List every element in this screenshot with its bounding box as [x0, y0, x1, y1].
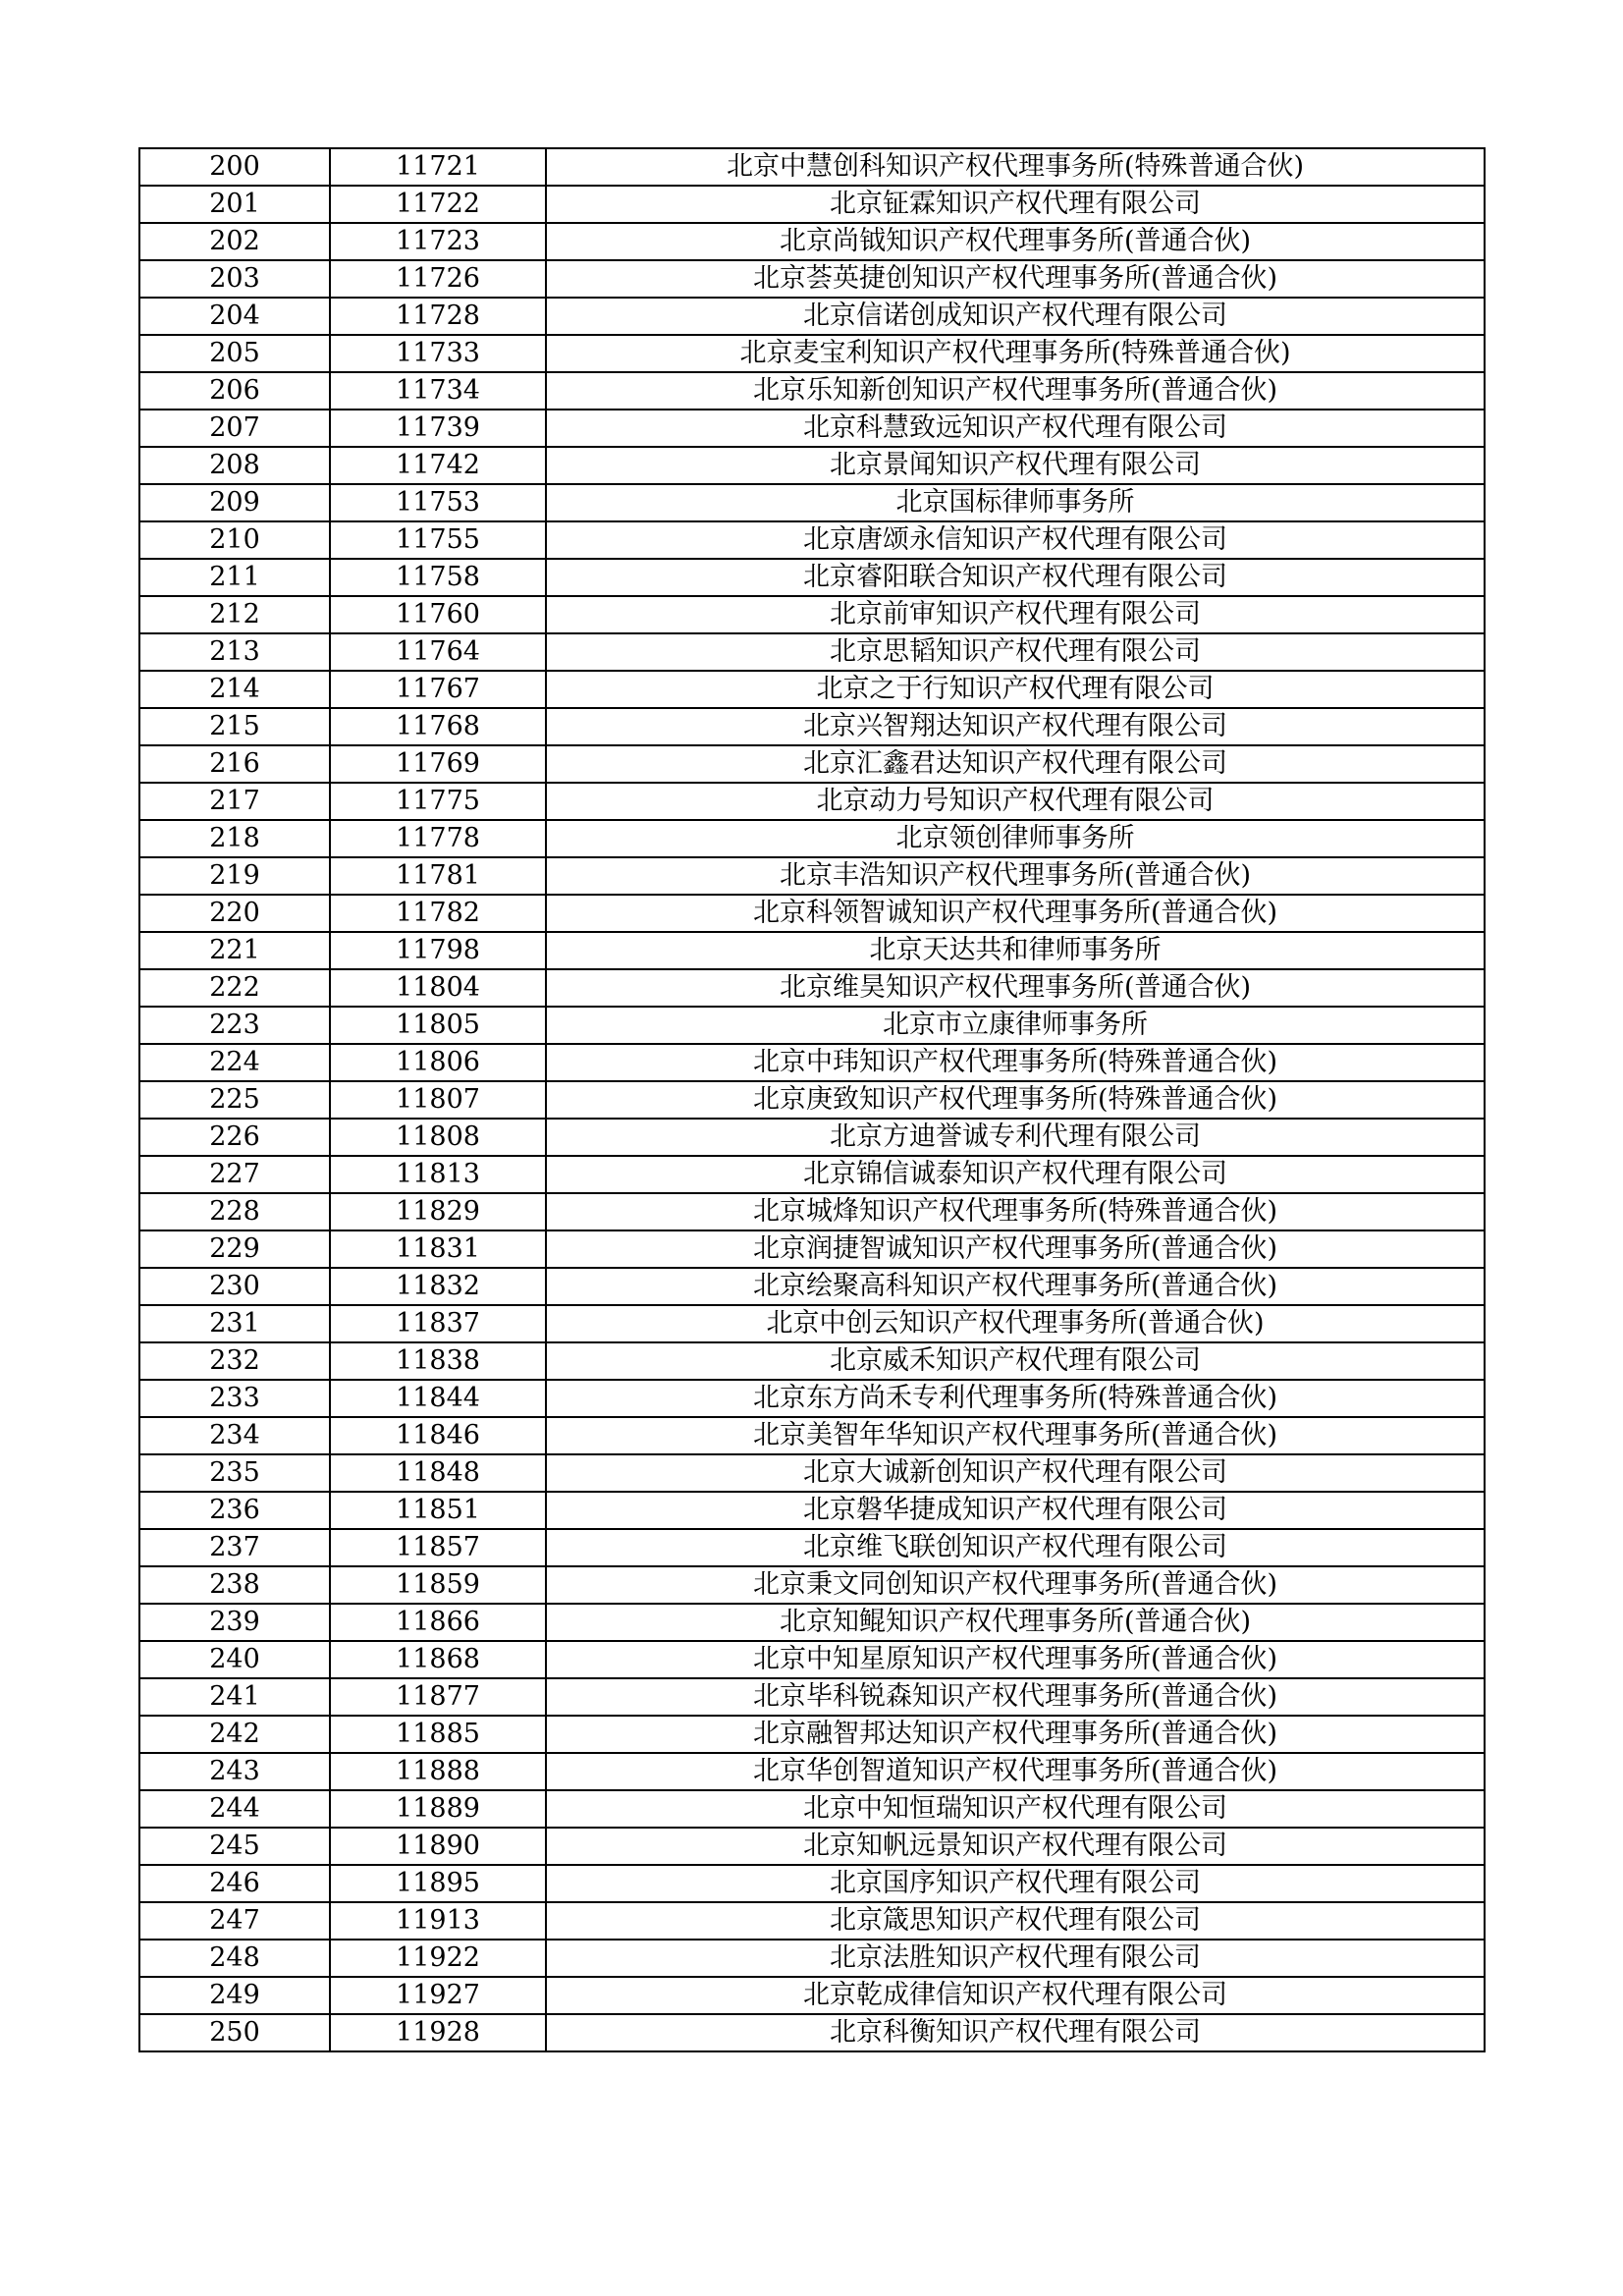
row-number-cell: 215 — [139, 708, 330, 745]
row-number-cell: 214 — [139, 671, 330, 708]
table-row — [139, 1641, 1485, 1678]
table-row — [139, 1902, 1485, 1940]
agency-name-cell: 北京景闻知识产权代理有限公司 — [546, 447, 1485, 484]
agency-name-cell: 北京前审知识产权代理有限公司 — [546, 596, 1485, 633]
row-number-cell: 247 — [139, 1902, 330, 1940]
row-number-cell: 231 — [139, 1305, 330, 1342]
agency-code-cell: 11728 — [330, 298, 546, 335]
agency-name-cell: 北京唐颂永信知识产权代理有限公司 — [546, 521, 1485, 559]
agency-name-cell: 北京国序知识产权代理有限公司 — [546, 1865, 1485, 1902]
agency-name-cell: 北京东方尚禾专利代理事务所(特殊普通合伙) — [546, 1380, 1485, 1417]
table-row — [139, 1753, 1485, 1790]
table-row — [139, 1716, 1485, 1753]
row-number-cell: 209 — [139, 484, 330, 521]
row-number-cell: 210 — [139, 521, 330, 559]
table-row — [139, 1156, 1485, 1193]
row-number-cell: 240 — [139, 1641, 330, 1678]
agency-code-cell: 11844 — [330, 1380, 546, 1417]
agency-code-cell: 11804 — [330, 969, 546, 1007]
row-number-cell: 226 — [139, 1119, 330, 1156]
row-number-cell: 208 — [139, 447, 330, 484]
table-row — [139, 932, 1485, 969]
agency-code-cell: 11739 — [330, 410, 546, 447]
agency-name-cell: 北京市立康律师事务所 — [546, 1007, 1485, 1044]
row-number-cell: 218 — [139, 820, 330, 857]
row-number-cell: 201 — [139, 186, 330, 223]
row-number-cell: 250 — [139, 2014, 330, 2051]
table-row — [139, 2014, 1485, 2051]
agency-name-cell: 北京乾成律信知识产权代理有限公司 — [546, 1977, 1485, 2014]
agency-name-cell: 北京中玮知识产权代理事务所(特殊普通合伙) — [546, 1044, 1485, 1081]
agency-code-cell: 11721 — [330, 148, 546, 186]
agency-name-cell: 北京荟英捷创知识产权代理事务所(普通合伙) — [546, 260, 1485, 298]
agency-code-cell: 11913 — [330, 1902, 546, 1940]
agency-code-cell: 11764 — [330, 633, 546, 671]
agency-name-cell: 北京毕科锐森知识产权代理事务所(普通合伙) — [546, 1678, 1485, 1716]
agency-name-cell: 北京秉文同创知识产权代理事务所(普通合伙) — [546, 1566, 1485, 1604]
table-row — [139, 1566, 1485, 1604]
row-number-cell: 228 — [139, 1193, 330, 1230]
row-number-cell: 221 — [139, 932, 330, 969]
agency-code-cell: 11734 — [330, 372, 546, 410]
agency-name-cell: 北京知鲲知识产权代理事务所(普通合伙) — [546, 1604, 1485, 1641]
row-number-cell: 246 — [139, 1865, 330, 1902]
agency-name-cell: 北京汇鑫君达知识产权代理有限公司 — [546, 745, 1485, 783]
table-row — [139, 1268, 1485, 1305]
table-row — [139, 708, 1485, 745]
row-number-cell: 211 — [139, 559, 330, 596]
agency-table — [138, 147, 1486, 2052]
table-row — [139, 671, 1485, 708]
agency-name-cell: 北京麦宝利知识产权代理事务所(特殊普通合伙) — [546, 335, 1485, 372]
row-number-cell: 219 — [139, 857, 330, 895]
agency-name-cell: 北京中创云知识产权代理事务所(普通合伙) — [546, 1305, 1485, 1342]
table-row — [139, 447, 1485, 484]
row-number-cell: 233 — [139, 1380, 330, 1417]
agency-code-cell: 11829 — [330, 1193, 546, 1230]
row-number-cell: 244 — [139, 1790, 330, 1828]
row-number-cell: 212 — [139, 596, 330, 633]
row-number-cell: 200 — [139, 148, 330, 186]
row-number-cell: 205 — [139, 335, 330, 372]
table-row — [139, 1081, 1485, 1119]
agency-name-cell: 北京国标律师事务所 — [546, 484, 1485, 521]
agency-name-cell: 北京方迪誉诚专利代理有限公司 — [546, 1119, 1485, 1156]
row-number-cell: 238 — [139, 1566, 330, 1604]
agency-code-cell: 11851 — [330, 1492, 546, 1529]
row-number-cell: 220 — [139, 895, 330, 932]
agency-code-cell: 11806 — [330, 1044, 546, 1081]
agency-name-cell: 北京睿阳联合知识产权代理有限公司 — [546, 559, 1485, 596]
table-row — [139, 1678, 1485, 1716]
row-number-cell: 235 — [139, 1454, 330, 1492]
row-number-cell: 239 — [139, 1604, 330, 1641]
agency-name-cell: 北京中知恒瑞知识产权代理有限公司 — [546, 1790, 1485, 1828]
table-row — [139, 521, 1485, 559]
agency-code-cell: 11742 — [330, 447, 546, 484]
agency-code-cell: 11768 — [330, 708, 546, 745]
table-row — [139, 633, 1485, 671]
table-row — [139, 1305, 1485, 1342]
table-row — [139, 895, 1485, 932]
agency-name-cell: 北京领创律师事务所 — [546, 820, 1485, 857]
row-number-cell: 241 — [139, 1678, 330, 1716]
agency-code-cell: 11753 — [330, 484, 546, 521]
row-number-cell: 245 — [139, 1828, 330, 1865]
row-number-cell: 227 — [139, 1156, 330, 1193]
agency-code-cell: 11859 — [330, 1566, 546, 1604]
agency-code-cell: 11889 — [330, 1790, 546, 1828]
row-number-cell: 204 — [139, 298, 330, 335]
agency-code-cell: 11767 — [330, 671, 546, 708]
agency-code-cell: 11888 — [330, 1753, 546, 1790]
row-number-cell: 248 — [139, 1940, 330, 1977]
agency-code-cell: 11760 — [330, 596, 546, 633]
row-number-cell: 203 — [139, 260, 330, 298]
row-number-cell: 224 — [139, 1044, 330, 1081]
agency-name-cell: 北京中知星原知识产权代理事务所(普通合伙) — [546, 1641, 1485, 1678]
agency-name-cell: 北京之于行知识产权代理有限公司 — [546, 671, 1485, 708]
agency-code-cell: 11775 — [330, 783, 546, 820]
agency-code-cell: 11866 — [330, 1604, 546, 1641]
agency-name-cell: 北京庚致知识产权代理事务所(特殊普通合伙) — [546, 1081, 1485, 1119]
table-row — [139, 745, 1485, 783]
agency-code-cell: 11885 — [330, 1716, 546, 1753]
agency-name-cell: 北京科衡知识产权代理有限公司 — [546, 2014, 1485, 2051]
agency-code-cell: 11755 — [330, 521, 546, 559]
table-row — [139, 1604, 1485, 1641]
row-number-cell: 213 — [139, 633, 330, 671]
table-row — [139, 148, 1485, 186]
agency-code-cell: 11928 — [330, 2014, 546, 2051]
agency-code-cell: 11813 — [330, 1156, 546, 1193]
table-row — [139, 1492, 1485, 1529]
table-row — [139, 559, 1485, 596]
table-row — [139, 969, 1485, 1007]
agency-name-cell: 北京尚钺知识产权代理事务所(普通合伙) — [546, 223, 1485, 260]
table-row — [139, 186, 1485, 223]
agency-code-cell: 11798 — [330, 932, 546, 969]
agency-code-cell: 11922 — [330, 1940, 546, 1977]
agency-name-cell: 北京乐知新创知识产权代理事务所(普通合伙) — [546, 372, 1485, 410]
agency-name-cell: 北京城烽知识产权代理事务所(特殊普通合伙) — [546, 1193, 1485, 1230]
table-row — [139, 1417, 1485, 1454]
agency-code-cell: 11890 — [330, 1828, 546, 1865]
table-row — [139, 596, 1485, 633]
table-row — [139, 783, 1485, 820]
table-row — [139, 820, 1485, 857]
agency-code-cell: 11769 — [330, 745, 546, 783]
agency-code-cell: 11778 — [330, 820, 546, 857]
table-row — [139, 1380, 1485, 1417]
row-number-cell: 229 — [139, 1230, 330, 1268]
table-row — [139, 1230, 1485, 1268]
row-number-cell: 237 — [139, 1529, 330, 1566]
agency-name-cell: 北京维昊知识产权代理事务所(普通合伙) — [546, 969, 1485, 1007]
table-row — [139, 1977, 1485, 2014]
agency-code-cell: 11807 — [330, 1081, 546, 1119]
table-row — [139, 372, 1485, 410]
agency-name-cell: 北京润捷智诚知识产权代理事务所(普通合伙) — [546, 1230, 1485, 1268]
agency-code-cell: 11831 — [330, 1230, 546, 1268]
agency-code-cell: 11805 — [330, 1007, 546, 1044]
table-row — [139, 1790, 1485, 1828]
agency-code-cell: 11733 — [330, 335, 546, 372]
agency-name-cell: 北京华创智道知识产权代理事务所(普通合伙) — [546, 1753, 1485, 1790]
table-row — [139, 1940, 1485, 1977]
table-row — [139, 1454, 1485, 1492]
agency-code-cell: 11838 — [330, 1342, 546, 1380]
row-number-cell: 236 — [139, 1492, 330, 1529]
agency-code-cell: 11726 — [330, 260, 546, 298]
agency-name-cell: 北京动力号知识产权代理有限公司 — [546, 783, 1485, 820]
row-number-cell: 223 — [139, 1007, 330, 1044]
agency-name-cell: 北京知帆远景知识产权代理有限公司 — [546, 1828, 1485, 1865]
agency-code-cell: 11832 — [330, 1268, 546, 1305]
agency-table-body — [139, 148, 1485, 2051]
agency-name-cell: 北京大诚新创知识产权代理有限公司 — [546, 1454, 1485, 1492]
table-row — [139, 1865, 1485, 1902]
row-number-cell: 207 — [139, 410, 330, 447]
agency-name-cell: 北京融智邦达知识产权代理事务所(普通合伙) — [546, 1716, 1485, 1753]
agency-code-cell: 11837 — [330, 1305, 546, 1342]
agency-code-cell: 11723 — [330, 223, 546, 260]
agency-code-cell: 11848 — [330, 1454, 546, 1492]
agency-code-cell: 11758 — [330, 559, 546, 596]
agency-name-cell: 北京钲霖知识产权代理有限公司 — [546, 186, 1485, 223]
document-page — [138, 147, 1484, 2052]
agency-code-cell: 11895 — [330, 1865, 546, 1902]
table-row — [139, 1193, 1485, 1230]
table-row — [139, 1044, 1485, 1081]
table-row — [139, 1119, 1485, 1156]
table-row — [139, 410, 1485, 447]
row-number-cell: 222 — [139, 969, 330, 1007]
agency-name-cell: 北京科领智诚知识产权代理事务所(普通合伙) — [546, 895, 1485, 932]
agency-name-cell: 北京绘聚高科知识产权代理事务所(普通合伙) — [546, 1268, 1485, 1305]
agency-code-cell: 11808 — [330, 1119, 546, 1156]
agency-name-cell: 北京兴智翔达知识产权代理有限公司 — [546, 708, 1485, 745]
agency-code-cell: 11846 — [330, 1417, 546, 1454]
agency-name-cell: 北京信诺创成知识产权代理有限公司 — [546, 298, 1485, 335]
agency-code-cell: 11877 — [330, 1678, 546, 1716]
agency-name-cell: 北京威禾知识产权代理有限公司 — [546, 1342, 1485, 1380]
agency-name-cell: 北京中慧创科知识产权代理事务所(特殊普通合伙) — [546, 148, 1485, 186]
table-row — [139, 298, 1485, 335]
row-number-cell: 217 — [139, 783, 330, 820]
row-number-cell: 242 — [139, 1716, 330, 1753]
agency-code-cell: 11782 — [330, 895, 546, 932]
row-number-cell: 216 — [139, 745, 330, 783]
agency-code-cell: 11868 — [330, 1641, 546, 1678]
agency-name-cell: 北京美智年华知识产权代理事务所(普通合伙) — [546, 1417, 1485, 1454]
agency-name-cell: 北京科慧致远知识产权代理有限公司 — [546, 410, 1485, 447]
agency-code-cell: 11927 — [330, 1977, 546, 2014]
row-number-cell: 225 — [139, 1081, 330, 1119]
table-row — [139, 1529, 1485, 1566]
table-row — [139, 260, 1485, 298]
agency-name-cell: 北京法胜知识产权代理有限公司 — [546, 1940, 1485, 1977]
agency-name-cell: 北京思韬知识产权代理有限公司 — [546, 633, 1485, 671]
agency-name-cell: 北京维飞联创知识产权代理有限公司 — [546, 1529, 1485, 1566]
agency-name-cell: 北京丰浩知识产权代理事务所(普通合伙) — [546, 857, 1485, 895]
table-row — [139, 1007, 1485, 1044]
table-row — [139, 1342, 1485, 1380]
table-row — [139, 484, 1485, 521]
agency-name-cell: 北京锦信诚泰知识产权代理有限公司 — [546, 1156, 1485, 1193]
agency-name-cell: 北京天达共和律师事务所 — [546, 932, 1485, 969]
table-row — [139, 223, 1485, 260]
agency-code-cell: 11781 — [330, 857, 546, 895]
agency-code-cell: 11857 — [330, 1529, 546, 1566]
table-row — [139, 1828, 1485, 1865]
row-number-cell: 243 — [139, 1753, 330, 1790]
row-number-cell: 234 — [139, 1417, 330, 1454]
agency-name-cell: 北京磐华捷成知识产权代理有限公司 — [546, 1492, 1485, 1529]
agency-name-cell: 北京箴思知识产权代理有限公司 — [546, 1902, 1485, 1940]
row-number-cell: 249 — [139, 1977, 330, 2014]
table-row — [139, 857, 1485, 895]
row-number-cell: 232 — [139, 1342, 330, 1380]
row-number-cell: 230 — [139, 1268, 330, 1305]
agency-code-cell: 11722 — [330, 186, 546, 223]
table-row — [139, 335, 1485, 372]
row-number-cell: 202 — [139, 223, 330, 260]
row-number-cell: 206 — [139, 372, 330, 410]
